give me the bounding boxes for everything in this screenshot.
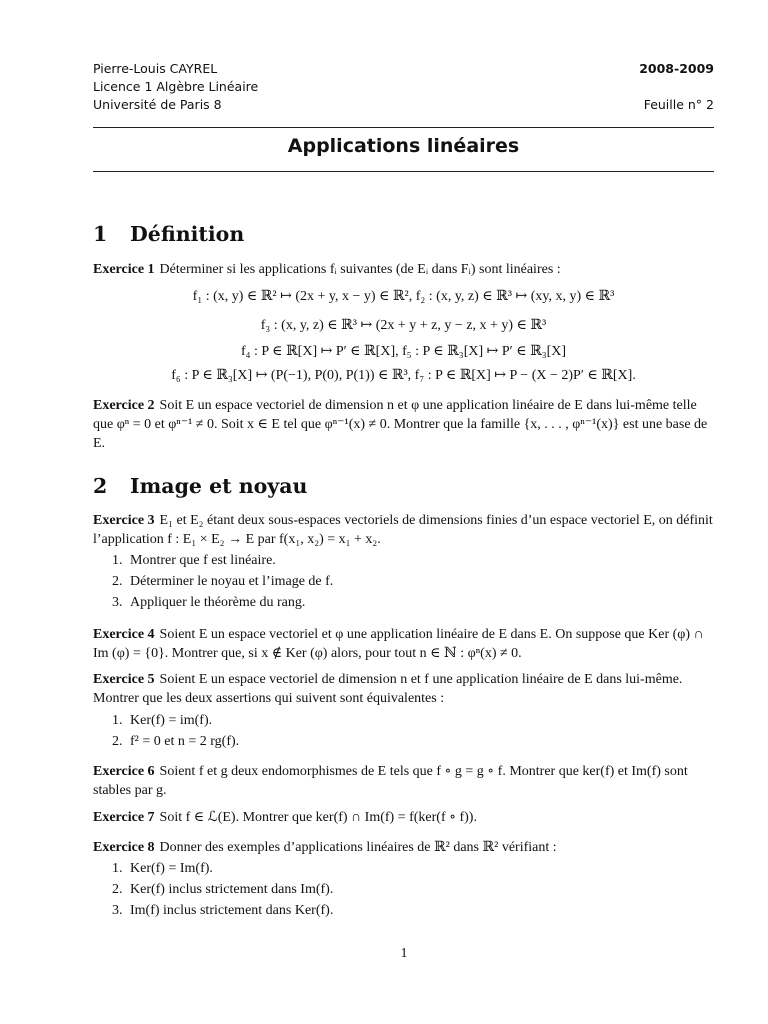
exercise-label: Exercice 4 (93, 627, 155, 642)
exercise-text: Donner des exemples d’applications linéaires de ℝ² dans ℝ² vérifiant : (159, 840, 557, 855)
exercise-8 (93, 838, 714, 857)
exercise-2 (93, 396, 714, 453)
section-number: 1 (93, 222, 108, 246)
exercise-7 (93, 808, 714, 827)
list-item: 3. Im(f) inclus strictement dans Ker(f). (112, 903, 334, 918)
exercise-6 (93, 762, 714, 800)
exercise-label: Exercice 6 (93, 764, 155, 779)
exercise-text: E₁ et E₂ étant deux sous-espaces vectoriels de dimensions finies d’un espace vectoriel E, on définit l’application f : E₁ × E₂ → E par f(x₁, x₂) = x₁ + x₂. (93, 513, 713, 547)
exercise-text: Soit f ∈ ℒ(E). Montrer que ker(f) ∩ Im(f) = f(ker(f ∘ f)). (159, 810, 477, 825)
formula-line-1: f₁ : (x, y) ∈ ℝ² ↦ (2x + y, x − y) ∈ ℝ², f₂ : (x, y, z) ∈ ℝ³ ↦ (xy, x, y) ∈ ℝ³ (192, 289, 615, 304)
exercise-text: Soient E un espace vectoriel et φ une application linéaire de E dans E. On suppose que Ker (φ) ∩ Im (φ) = {0}. Montrer que, si x ∉ Ker (φ) alors, pour tout n ∈ ℕ : φⁿ(x) ≠ 0. (93, 627, 704, 661)
formula-line-3: f₄ : P ∈ ℝ[X] ↦ P′ ∈ ℝ[X], f₅ : P ∈ ℝ₃[X] ↦ P′ ∈ ℝ₃[X] (240, 344, 567, 359)
list-item: 2. Ker(f) inclus strictement dans Im(f). (112, 882, 334, 897)
formula-line-2: f₃ : (x, y, z) ∈ ℝ³ ↦ (2x + y + z, y − z, x + y) ∈ ℝ³ (260, 318, 547, 333)
list-item: 3. Appliquer le théorème du rang. (112, 595, 306, 610)
exercise-1 (93, 260, 714, 279)
page-number: 1 (400, 946, 408, 961)
exercise-3-list (112, 550, 333, 613)
exercise-5-list (112, 710, 239, 752)
exercise-5 (93, 670, 714, 708)
header-year: 2008-2009 (639, 61, 714, 76)
section-heading-1 (93, 222, 244, 246)
list-item: 2. Déterminer le noyau et l’image de f. (112, 574, 334, 589)
header-rule-top (93, 127, 714, 128)
exercise-label: Exercice 2 (93, 398, 155, 413)
header-author: Pierre-Louis CAYREL (93, 61, 218, 76)
exercise-label: Exercice 5 (93, 672, 155, 687)
header-university: Université de Paris 8 (93, 97, 222, 112)
section-title: Définition (130, 222, 245, 246)
list-item: 1. Ker(f) = im(f). (112, 713, 213, 728)
exercise-4 (93, 625, 714, 663)
exercise-3 (93, 511, 714, 549)
page-title: Applications linéaires (287, 135, 520, 157)
list-item: 2. f² = 0 et n = 2 rg(f). (112, 734, 240, 749)
exercise-8-list (112, 858, 333, 921)
section-number: 2 (93, 474, 108, 498)
list-item: 1. Ker(f) = Im(f). (112, 861, 213, 876)
exercise-label: Exercice 7 (93, 810, 155, 825)
section-title: Image et noyau (130, 474, 308, 498)
header-course: Licence 1 Algèbre Linéaire (93, 79, 259, 94)
exercise-label: Exercice 3 (93, 513, 155, 528)
exercise-text: Soient E un espace vectoriel de dimension n et f une application linéaire de E dans lui-même. Montrer que les deux assertions qui suivent sont équivalentes : (93, 672, 683, 706)
section-heading-2 (93, 474, 307, 498)
exercise-label: Exercice 8 (93, 840, 155, 855)
exercise-label: Exercice 1 (93, 262, 155, 277)
formula-line-4: f₆ : P ∈ ℝ₃[X] ↦ (P(−1), P(0), P(1)) ∈ ℝ³, f₇ : P ∈ ℝ[X] ↦ P − (X − 2)P′ ∈ ℝ[X]. (171, 368, 636, 383)
header-rule-bottom (93, 171, 714, 172)
list-item: 1. Montrer que f est linéaire. (112, 553, 276, 568)
header-sheet: Feuille n° 2 (643, 97, 714, 112)
exercise-text: Soit E un espace vectoriel de dimension n et φ une application linéaire de E dans lui-même telle que φⁿ = 0 et φⁿ⁻¹ ≠ 0. Soit x ∈ E tel que φⁿ⁻¹(x) ≠ 0. Montrer que la famille {x, . . . , φⁿ⁻¹(x)} est une base de E. (93, 398, 708, 451)
exercise-text: Soient f et g deux endomorphismes de E tels que f ∘ g = g ∘ f. Montrer que ker(f) et Im(f) sont stables par g. (93, 764, 688, 798)
exercise-text: Déterminer si les applications fᵢ suivantes (de Eᵢ dans Fᵢ) sont linéaires : (159, 262, 561, 277)
